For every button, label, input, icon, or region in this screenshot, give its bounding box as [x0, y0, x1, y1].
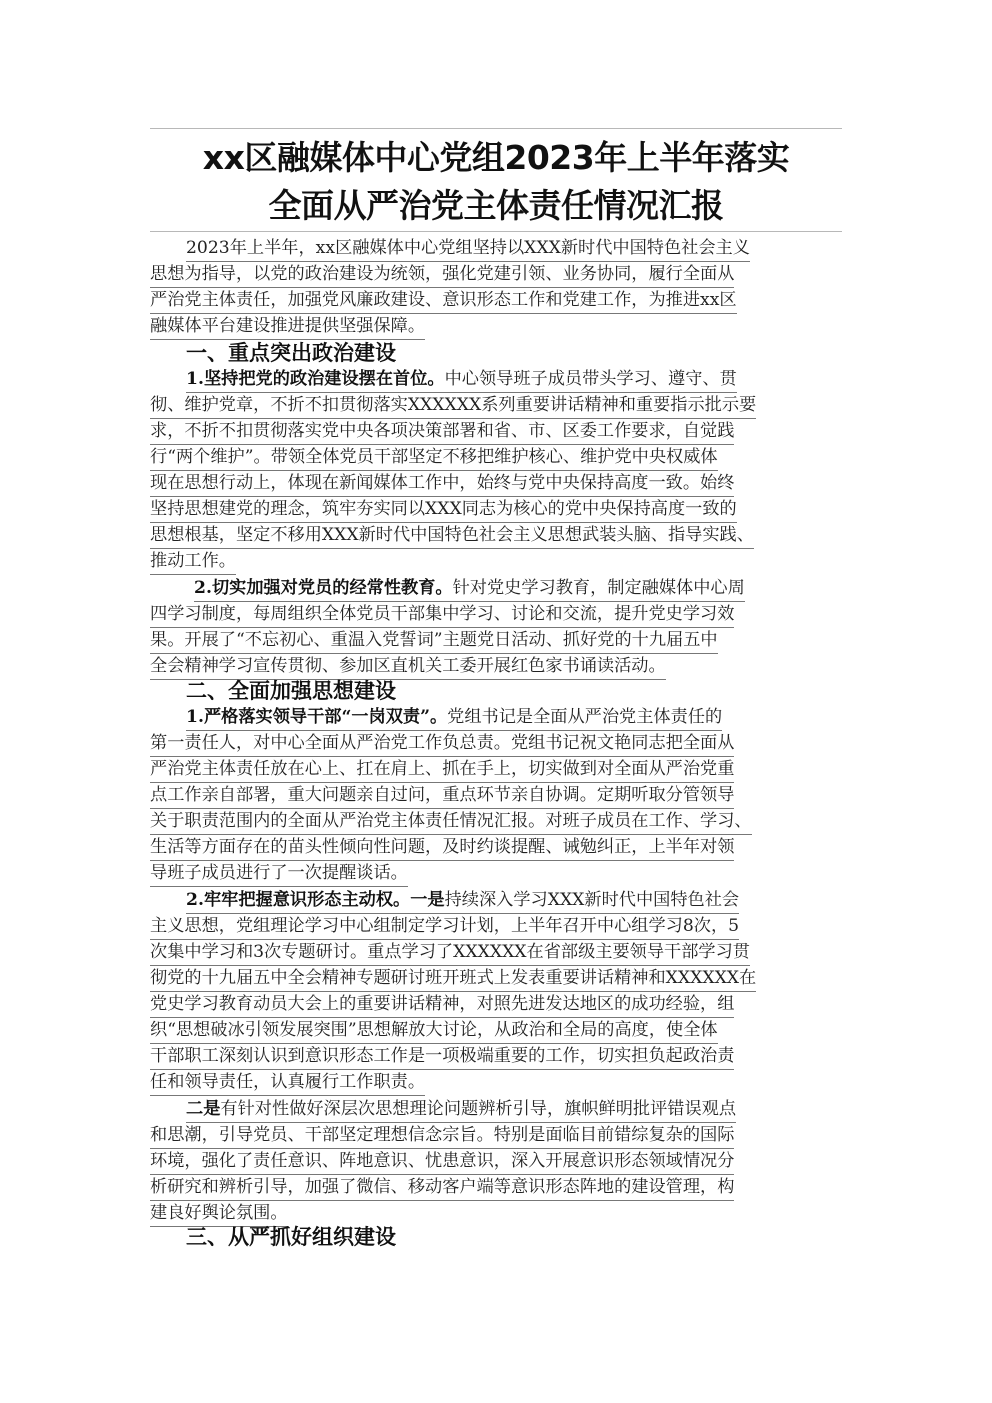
paragraph-line: 思想根基，坚定不移用XXX新时代中国特色社会主义思想武装头脑、指导实践、 [150, 523, 850, 549]
paragraph-line: 生活等方面存在的苗头性倾向性问题，及时约谈提醒、诫勉纠正，上半年对领 [150, 835, 850, 861]
paragraph-line: 2.牢牢把握意识形态主动权。一是持续深入学习XXX新时代中国特色社会 [150, 888, 850, 914]
paragraph-line: 党史学习教育动员大会上的重要讲话精神，对照先进发达地区的成功经验，组 [150, 992, 850, 1018]
document-title-line-1: xx区融媒体中心党组2023年上半年落实 [202, 138, 790, 177]
paragraph-line: 现在思想行动上，体现在新闻媒体工作中，始终与党中央保持高度一致。始终 [150, 471, 850, 497]
section-heading: 三、从严抓好组织建设 [186, 1225, 396, 1249]
intro-line: 融媒体平台建设推进提供坚强保障。 [150, 314, 850, 340]
paragraph-line: 环境，强化了责任意识、阵地意识、忧患意识，深入开展意识形态领域情况分 [150, 1149, 850, 1175]
paragraph-line: 四学习制度，每周组织全体党员干部集中学习、讨论和交流，提升党史学习效 [150, 602, 850, 628]
section-heading: 一、重点突出政治建设 [186, 341, 396, 365]
item-lead: 2.切实加强对党员的经常性教育。 [194, 578, 453, 598]
top-rule [150, 128, 842, 129]
paragraph-line: 织“思想破冰引领发展突围”思想解放大讨论，从政治和全局的高度，使全体 [150, 1018, 850, 1044]
title-rule [150, 231, 842, 232]
paragraph-line: 严治党主体责任放在心上、扛在肩上、抓在手上，切实做到对全面从严治党重 [150, 757, 850, 783]
paragraph-line: 1.坚持把党的政治建设摆在首位。中心领导班子成员带头学习、遵守、贯 [150, 367, 850, 393]
paragraph-line: 求，不折不扣贯彻落实党中央各项决策部署和省、市、区委工作要求，自觉践 [150, 419, 850, 445]
paragraph-line: 导班子成员进行了一次提醒谈话。 [150, 861, 850, 887]
paragraph-line: 次集中学习和3次专题研讨。重点学习了XXXXXX在省部级主要领导干部学习贯 [150, 940, 850, 966]
section-heading: 二、全面加强思想建设 [186, 679, 396, 703]
paragraph-line: 点工作亲自部署，重大问题亲自过问，重点环节亲自协调。定期听取分管领导 [150, 783, 850, 809]
paragraph-line: 坚持思想建党的理念，筑牢夯实同以XXX同志为核心的党中央保持高度一致的 [150, 497, 850, 523]
paragraph-line: 主义思想，党组理论学习中心组制定学习计划，上半年召开中心组学习8次，5 [150, 914, 850, 940]
paragraph-line: 2.切实加强对党员的经常性教育。针对党史学习教育，制定融媒体中心周 [150, 576, 850, 602]
paragraph-line: 第一责任人，对中心全面从严治党工作负总责。党组书记祝文艳同志把全面从 [150, 731, 850, 757]
item-lead: 二是 [186, 1099, 221, 1119]
item-lead: 1.严格落实领导干部“一岗双责”。 [186, 707, 448, 727]
item-lead: 2.牢牢把握意识形态主动权。一是 [186, 890, 445, 910]
item-lead: 1.坚持把党的政治建设摆在首位。 [186, 369, 445, 389]
paragraph-line: 果。开展了“不忘初心、重温入党誓词”主题党日活动、抓好党的十九届五中 [150, 628, 850, 654]
paragraph-line: 1.严格落实领导干部“一岗双责”。党组书记是全面从严治党主体责任的 [150, 705, 850, 731]
paragraph-line: 关于职责范围内的全面从严治党主体责任情况汇报。对班子成员在工作、学习、 [150, 809, 850, 835]
intro-line: 2023年上半年，xx区融媒体中心党组坚持以XXX新时代中国特色社会主义 [150, 236, 850, 262]
paragraph-line: 建良好舆论氛围。 [150, 1201, 850, 1227]
paragraph-line: 析研究和辨析引导，加强了微信、移动客户端等意识形态阵地的建设管理，构 [150, 1175, 850, 1201]
paragraph-line: 二是有针对性做好深层次思想理论问题辨析引导，旗帜鲜明批评错误观点 [150, 1097, 850, 1123]
paragraph-line: 任和领导责任，认真履行工作职责。 [150, 1070, 850, 1096]
paragraph-line: 和思潮，引导党员、干部坚定理想信念宗旨。特别是面临目前错综复杂的国际 [150, 1123, 850, 1149]
intro-line: 严治党主体责任，加强党风廉政建设、意识形态工作和党建工作，为推进xx区 [150, 288, 850, 314]
intro-line: 思想为指导，以党的政治建设为统领，强化党建引领、业务协同，履行全面从 [150, 262, 850, 288]
paragraph-line: 推动工作。 [150, 549, 850, 575]
paragraph-line: 彻党的十九届五中全会精神专题研讨班开班式上发表重要讲话精神和XXXXXX在 [150, 966, 850, 992]
paragraph-line: 彻、维护党章，不折不扣贯彻落实XXXXXX系列重要讲话精神和重要指示批示要 [150, 393, 850, 419]
paragraph-line: 全会精神学习宣传贯彻、参加区直机关工委开展红色家书诵读活动。 [150, 654, 850, 680]
paragraph-line: 行“两个维护”。带领全体党员干部坚定不移把维护核心、维护党中央权威体 [150, 445, 850, 471]
paragraph-line: 干部职工深刻认识到意识形态工作是一项极端重要的工作，切实担负起政治责 [150, 1044, 850, 1070]
document-title-line-2: 全面从严治党主体责任情况汇报 [268, 186, 724, 225]
